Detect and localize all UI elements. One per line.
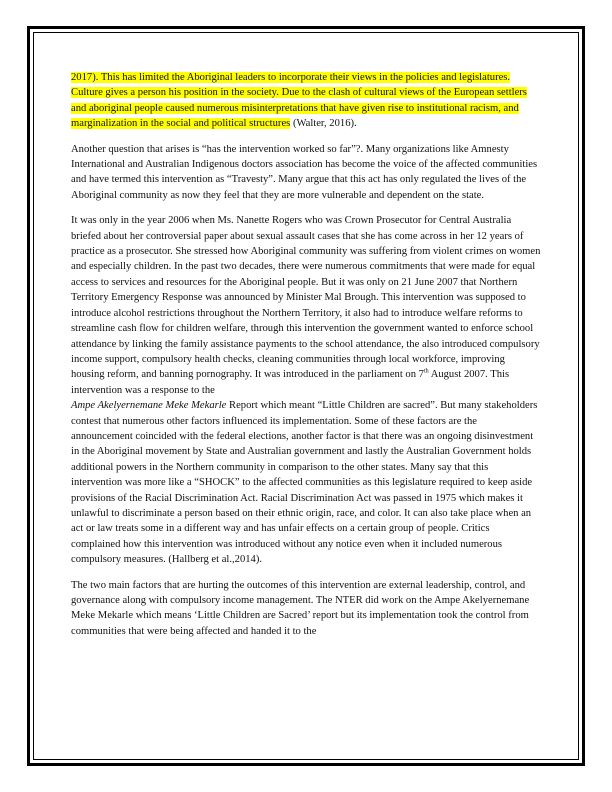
text-line: Aboriginal people. But it was only on 21 June 2007 that Northern Territory Emergency bbox=[71, 276, 518, 304]
paragraph-2 bbox=[71, 142, 541, 204]
paragraph-3 bbox=[71, 213, 541, 567]
text-line: these factors are the announcement coincided with the federal elections, another factor is that bbox=[71, 415, 477, 442]
text-line: implementation took the control from communities that were being affected and handed it to the bbox=[71, 610, 529, 637]
ordinal-superscript: th bbox=[423, 368, 429, 375]
paragraph-1 bbox=[71, 70, 541, 132]
text-line: were numerous commitments that were made for equal access to services and resources for the bbox=[71, 261, 536, 288]
text-line: Racial Discrimination Act. Racial Discrimination Act was passed in 1975 which makes it bbox=[144, 492, 523, 504]
text-fragment: in the parliament on 7 bbox=[330, 369, 424, 381]
text-line: given rise to institutional racism, and marginalization in the social and political structures bbox=[71, 102, 519, 130]
text-line: legislatures. Culture gives a person his position in the society. Due to the clash of cultural views bbox=[71, 72, 511, 99]
text-line: of people. Critics complained how this intervention was introduced without any notice even bbox=[71, 523, 490, 550]
text-line: enforce school attendance by linking the family assistance payments to the school attendance, the bbox=[71, 323, 534, 350]
text-line: suffering from violent crimes on women and especially children. In the past two decades, there bbox=[71, 246, 541, 273]
text-fragment: August 2007. This intervention was a response to the bbox=[71, 369, 510, 396]
text-line: It was only in the year 2006 when Ms. Nanette Rogers who was Crown Prosecutor for Central bbox=[71, 215, 471, 227]
text-line: when it included numerous compulsory measures. (Hallberg et al.,2014). bbox=[71, 538, 503, 566]
text-line: many stakeholders contest that numerous other factors influenced its implementation. Some of bbox=[71, 400, 538, 427]
text-line: of the European settlers and aboriginal people caused numerous misinterpretations that have bbox=[71, 87, 527, 114]
text-line: control, and governance along with compulsory income management. The NTER did work on bbox=[71, 579, 526, 606]
text-line: government and lastly the Australian Government holds additional powers in the Northern bbox=[71, 446, 532, 473]
text-line: act has only regulated the lives of the Aboriginal community as now they feel that they are more bbox=[71, 174, 527, 201]
text-line: the Ampe Akelyernemane Meke Mekarle which means ‘Little Children are Sacred’ report but its bbox=[71, 595, 530, 622]
text-line: streamline cash flow for children welfare, through this intervention the government wanted to bbox=[71, 323, 469, 335]
text-fragment: Report which meant “Little Children are sacred”. But bbox=[226, 400, 456, 412]
text-line: community in comparison to the other states. Many say that this intervention was more like a bbox=[71, 461, 489, 489]
report-title: Ampe Akelyernemane Meke Mekarle bbox=[71, 400, 227, 412]
document-body bbox=[71, 70, 541, 649]
text-line: place when an act or law treats some in a different way and has unfair effects on a certain group bbox=[71, 507, 532, 535]
text-line: also introduced compulsory income support, compulsory health checks, cleaning communities bbox=[71, 338, 540, 365]
text-line: Amnesty International and Australian Indigenous doctors association has become the voice of bbox=[71, 143, 509, 171]
text-line: The two main factors that are hurting the outcomes of this intervention are external leadership, bbox=[71, 579, 472, 591]
text-line: alcohol restrictions throughout the Northern Territory, it also had to introduce welfare reforms to bbox=[113, 307, 523, 319]
text-line: vulnerable and dependent on the state. bbox=[321, 189, 485, 201]
text-line: through local workforce, improving housing reform, and banning pornography. It was introduced bbox=[71, 353, 505, 381]
paragraph-4 bbox=[71, 578, 541, 640]
text-line: 2017). This has limited the Aboriginal leaders to incorporate their views in the policies and bbox=[71, 72, 457, 83]
text-line: unlawful to discriminate a person based on their ethnic origin, race, and color. It can also take bbox=[71, 507, 468, 519]
text-line: across in her 12 years of practice as a prosecutor. She stressed how Aboriginal community was bbox=[71, 230, 524, 258]
text-line: the affected communities and have termed this intervention as “Travesty”. Many argue that this bbox=[71, 159, 538, 186]
text-line: Response was announced by Minister Mal Brough. This intervention was supposed to introduce bbox=[71, 292, 526, 319]
text-line: Australia briefed about her controversial paper about sexual assault cases that she has come bbox=[71, 215, 512, 242]
citation: (Walter, 2016). bbox=[292, 118, 357, 130]
text-line: “SHOCK” to the affected communities as this legislature required to keep aside provisions of the bbox=[71, 477, 533, 504]
text-line: Another question that arises is “has the intervention worked so far”?. Many organizations like bbox=[71, 143, 469, 155]
text-line: there was an ongoing disinvestment in the Aboriginal movement by State and Australian bbox=[71, 430, 534, 458]
